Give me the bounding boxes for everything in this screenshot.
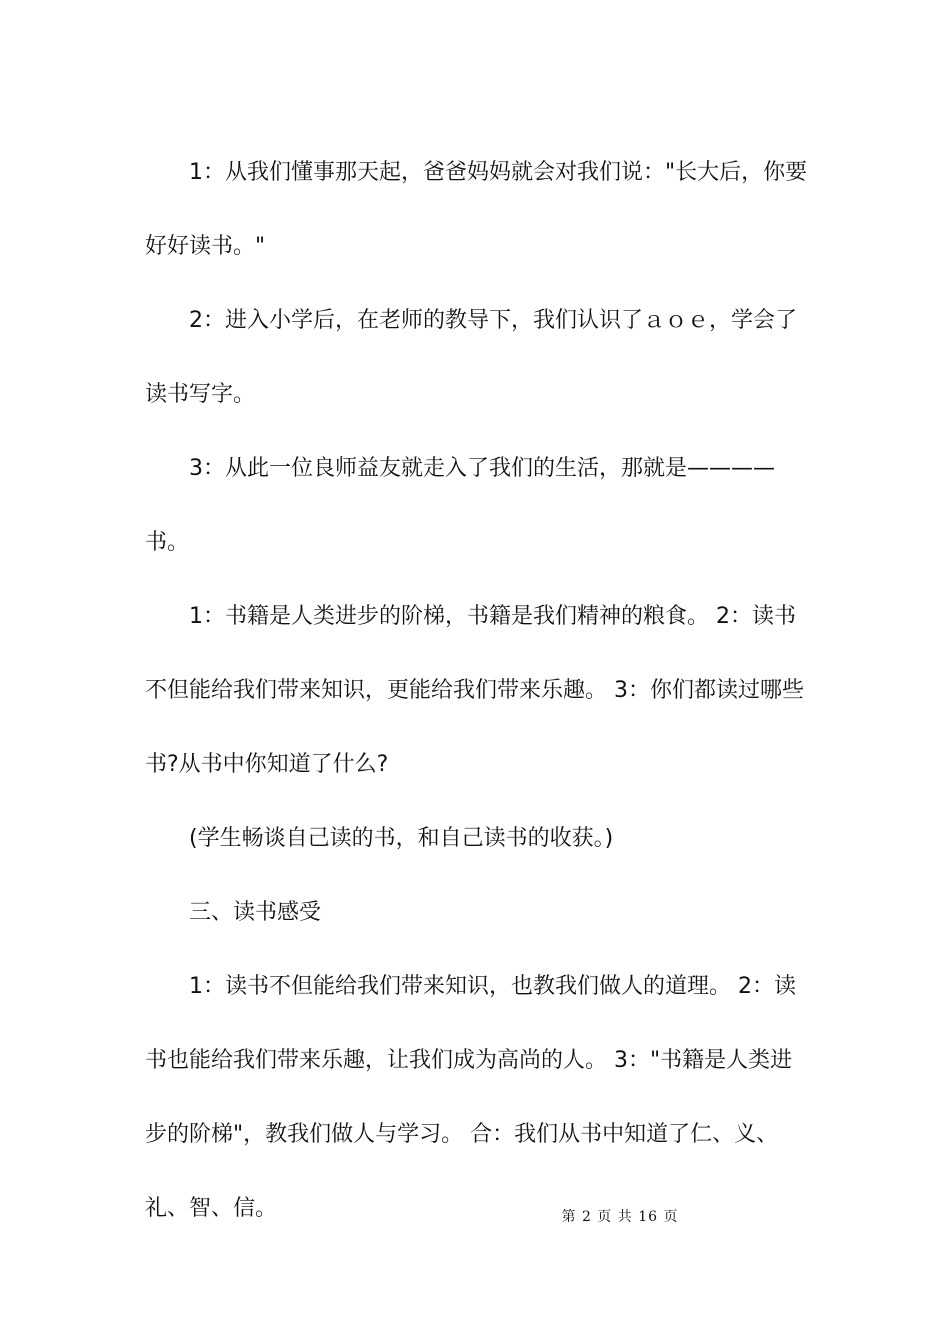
paragraph-6: 1：读书不但能给我们带来知识，也教我们做人的道理。 2：读书也能给我们带来乐趣，让我们成为高尚的人。 3："书籍是人类进步的阶梯"，教我们做人与学习。 合：我们从书中知道了仁、义、礼、智、信。 — [145, 974, 796, 1221]
page-footer — [0, 1206, 950, 1226]
paragraph-2: 2：进入小学后，在老师的教导下，我们认识了ａｏｅ，学会了读书写字。 — [145, 308, 797, 407]
paragraph-5: (学生畅谈自己读的书，和自己读书的收获。) — [189, 826, 614, 851]
paragraph-1: 1：从我们懂事那天起，爸爸妈妈就会对我们说："长大后，你要好好读书。" — [145, 160, 808, 259]
page-number: 第 2 页 共 16 页 — [561, 1209, 679, 1225]
paragraph-4: 1：书籍是人类进步的阶梯，书籍是我们精神的粮食。 2：读书不但能给我们带来知识，更能给我们带来乐趣。 3：你们都读过哪些书?从书中你知道了什么? — [145, 604, 804, 777]
document-body — [145, 136, 810, 1246]
paragraph-3: 3：从此一位良师益友就走入了我们的生活，那就是————书。 — [145, 456, 775, 555]
section-heading: 三、读书感受 — [189, 900, 322, 925]
